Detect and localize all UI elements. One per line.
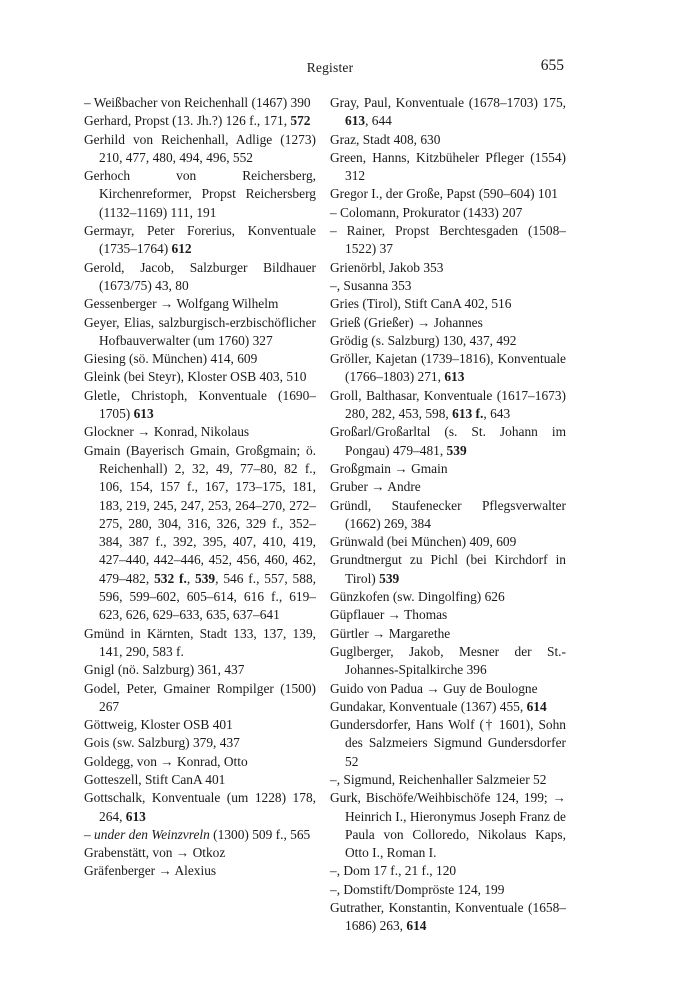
index-entry — [330, 387, 566, 424]
index-entry — [330, 460, 566, 478]
page-ref-bold: 572 — [290, 113, 311, 129]
entry-text: Großarl/Großarltal (s. St. Johann im Pongau) 479–481, — [330, 424, 566, 458]
entry-text: – Colomann, Prokurator (1433) 207 — [330, 204, 523, 220]
entry-text: Geyer, Elias, salzburgisch-erzbischöflicher Hofbauverwalter (um 1760) 327 — [84, 314, 316, 348]
entry-text: – — [84, 826, 95, 842]
index-entry — [84, 734, 316, 752]
entry-text: , — [186, 570, 196, 586]
page-ref-bold: 612 — [171, 241, 192, 257]
index-entry — [84, 387, 316, 424]
page-ref-bold: 613 — [133, 406, 154, 422]
index-entry — [330, 222, 566, 259]
entry-text: Günzkofen (sw. Dingolfing) 626 — [330, 589, 505, 605]
index-entry — [84, 844, 316, 862]
entry-text: – Rainer, Propst Berchtesgaden (1508–1522) 37 — [330, 223, 566, 257]
index-entry — [330, 497, 566, 534]
entry-text: –, Sigmund, Reichenhaller Salzmeier 52 — [330, 771, 547, 787]
index-entry — [330, 277, 566, 295]
index-entry — [84, 716, 316, 734]
page-header-title: Register — [306, 60, 354, 75]
index-entry — [330, 533, 566, 551]
entry-text: Güpflauer → Thomas — [330, 607, 448, 623]
index-entry — [330, 789, 566, 862]
entry-text: Gutrather, Konstantin, Konventuale (1658–1686) 263, — [330, 900, 566, 934]
index-entry — [330, 899, 566, 936]
entry-text: Godel, Peter, Gmainer Rompilger (1500) 267 — [84, 680, 316, 714]
entry-text: Gottschalk, Konventuale (um 1228) 178, 264, — [84, 790, 316, 824]
index-entry — [330, 149, 566, 186]
entry-text: Gerhild von Reichenhall, Adlige (1273) 210, 477, 480, 494, 496, 552 — [84, 131, 316, 165]
entry-text: Gräfenberger → Alexius — [84, 863, 217, 879]
entry-text: Grieß (Grießer) → Johannes — [330, 314, 483, 330]
index-entry — [84, 368, 316, 386]
entry-text: Grundtnergut zu Pichl (bei Kirchdorf in Tirol) — [330, 552, 566, 586]
entry-text: Graz, Stadt 408, 630 — [330, 131, 441, 147]
entry-text: Gois (sw. Salzburg) 379, 437 — [84, 735, 240, 751]
index-entry — [330, 771, 566, 789]
entry-text: Gruber → Andre — [330, 479, 421, 495]
index-entry — [330, 350, 566, 387]
index-entry — [330, 259, 566, 277]
page-ref-bold: 613 — [444, 369, 465, 385]
index-entry — [84, 259, 316, 296]
entry-text: Grünwald (bei München) 409, 609 — [330, 534, 517, 550]
entry-text: Germayr, Peter Forerius, Konventuale (1735–1764) — [84, 223, 316, 257]
entry-text: , 644 — [365, 113, 392, 129]
index-entry — [330, 862, 566, 880]
entry-text: Gregor I., der Große, Papst (590–604) 101 — [330, 186, 558, 202]
index-entry — [84, 680, 316, 717]
page-ref-bold: 613 — [125, 808, 146, 824]
entry-text: Grödig (s. Salzburg) 130, 437, 492 — [330, 332, 517, 348]
index-column-right — [330, 94, 566, 936]
index-column-left — [84, 94, 316, 881]
entry-text: Gerhoch von Reichersberg, Kirchenreformer, Propst Reichersberg (1132–1169) 111, 191 — [84, 168, 316, 220]
index-entry — [330, 295, 566, 313]
entry-text: Gundakar, Konventuale (1367) 455, — [330, 698, 527, 714]
index-entry — [330, 588, 566, 606]
index-entry — [84, 753, 316, 771]
entry-text: Gmain (Bayerisch Gmain, Großgmain; ö. Reichenhall) 2, 32, 49, 77–80, 82 f., 106, 154, 157 f., 167, 173–175, 181, 183, 219, 245, 247, 253, 264–270, 272–275, 280, 304, 316, 326, 329 f., 352–384, 387 f., 392, 395, 407, 410, 419, 427–440, 442–446, 452, 456, 460, 462, 479–482, — [84, 442, 316, 586]
entry-text: –, Domstift/Dompröste 124, 199 — [330, 881, 505, 897]
entry-text: –, Dom 17 f., 21 f., 120 — [330, 863, 457, 879]
entry-text: Gnigl (nö. Salzburg) 361, 437 — [84, 662, 245, 678]
entry-text: Gmünd in Kärnten, Stadt 133, 137, 139, 141, 290, 583 f. — [84, 625, 316, 659]
index-entry — [84, 222, 316, 259]
entry-text: Gröller, Kajetan (1739–1816), Konventuale (1766–1803) 271, — [330, 351, 566, 385]
page-ref-bold: 539 — [446, 442, 467, 458]
index-entry — [330, 204, 566, 222]
index-entry — [330, 716, 566, 771]
index-entry — [84, 625, 316, 662]
index-entry — [330, 680, 566, 698]
entry-text: Gürtler → Margarethe — [330, 625, 451, 641]
index-entry — [84, 350, 316, 368]
index-entry — [84, 295, 316, 313]
index-entry — [330, 478, 566, 496]
entry-text: Gerold, Jacob, Salzburger Bildhauer (1673/75) 43, 80 — [84, 259, 316, 293]
page-ref-bold: 532 f. — [154, 570, 187, 586]
page-ref-bold: 539 — [379, 570, 400, 586]
index-entry — [84, 167, 316, 222]
entry-text: Grienörbl, Jakob 353 — [330, 259, 444, 275]
index-entry — [330, 94, 566, 131]
page-ref-bold: 614 — [526, 698, 547, 714]
index-entry — [330, 606, 566, 624]
page-ref-bold: 539 — [195, 570, 216, 586]
index-entry — [330, 423, 566, 460]
entry-text: –, Susanna 353 — [330, 277, 412, 293]
entry-text: Gotteszell, Stift CanA 401 — [84, 771, 226, 787]
index-entry — [330, 131, 566, 149]
entry-text: Gundersdorfer, Hans Wolf († 1601), Sohn des Salzmeiers Sigmund Gundersdorfer 52 — [330, 717, 566, 769]
page-ref-bold: 614 — [406, 918, 427, 934]
entry-text: Göttweig, Kloster OSB 401 — [84, 717, 233, 733]
entry-text: Guido von Padua → Guy de Boulogne — [330, 680, 538, 696]
page-ref-bold: 613 — [345, 113, 366, 129]
entry-text: Grabenstätt, von → Otkoz — [84, 845, 226, 861]
index-entry — [84, 314, 316, 351]
entry-text: Großgmain → Gmain — [330, 460, 448, 476]
entry-text: Goldegg, von → Konrad, Otto — [84, 753, 248, 769]
entry-text: – Weißbacher von Reichenhall (1467) 390 — [84, 95, 311, 110]
index-entry — [330, 643, 566, 680]
entry-text: , 643 — [483, 406, 511, 422]
index-entry — [330, 625, 566, 643]
index-entry — [330, 332, 566, 350]
entry-text: Giesing (sö. München) 414, 609 — [84, 351, 258, 367]
index-entry — [330, 551, 566, 588]
entry-text: Gleink (bei Steyr), Kloster OSB 403, 510 — [84, 369, 307, 385]
entry-text: Gurk, Bischöfe/Weihbischöfe 124, 199; → Heinrich I., Hieronymus Joseph Franz de Paula von Colloredo, Nikolaus Kaps, Otto I., Roman I. — [330, 790, 566, 861]
index-entry — [330, 698, 566, 716]
index-entry — [84, 112, 316, 130]
entry-text: Groll, Balthasar, Konventuale (1617–1673) 280, 282, 453, 598, — [330, 387, 566, 422]
index-entry — [84, 826, 316, 844]
entry-text: (1300) 509 f., 565 — [209, 826, 311, 842]
index-entry — [330, 314, 566, 332]
entry-text: Gerhard, Propst (13. Jh.?) 126 f., 171, — [84, 113, 291, 129]
entry-text: Green, Hanns, Kitzbüheler Pfleger (1554) 312 — [330, 149, 566, 184]
index-entry — [84, 423, 316, 441]
index-entry — [330, 881, 566, 899]
index-entry — [84, 771, 316, 789]
index-entry — [84, 131, 316, 168]
entry-text: Glockner → Konrad, Nikolaus — [84, 424, 250, 440]
entry-text: , 546 f., 557, 588, 596, 599–602, 605–614, 616 f., 619–623, 626, 629–633, 635, 637–641 — [99, 570, 316, 623]
entry-text-italic: under den Weinzvreln — [94, 826, 210, 842]
entry-text: Gray, Paul, Konventuale (1678–1703) 175, — [330, 95, 566, 110]
entry-text: Gries (Tirol), Stift CanA 402, 516 — [330, 296, 512, 312]
index-entry — [84, 94, 316, 112]
index-entry — [84, 661, 316, 679]
entry-text: Gründl, Staufenecker Pflegsverwalter (1662) 269, 384 — [330, 497, 566, 531]
entry-text: Guglberger, Jakob, Mesner der St.-Johannes-Spitalkirche 396 — [330, 643, 566, 678]
entry-text: Gletle, Christoph, Konventuale (1690–1705) — [84, 387, 316, 422]
index-entry — [84, 862, 316, 880]
page-number: 655 — [540, 57, 564, 74]
entry-text: Gessenberger → Wolfgang Wilhelm — [84, 296, 279, 312]
index-entry — [84, 789, 316, 826]
page-ref-bold: 613 f. — [452, 406, 484, 422]
index-entry — [330, 185, 566, 203]
index-entry — [84, 442, 316, 625]
